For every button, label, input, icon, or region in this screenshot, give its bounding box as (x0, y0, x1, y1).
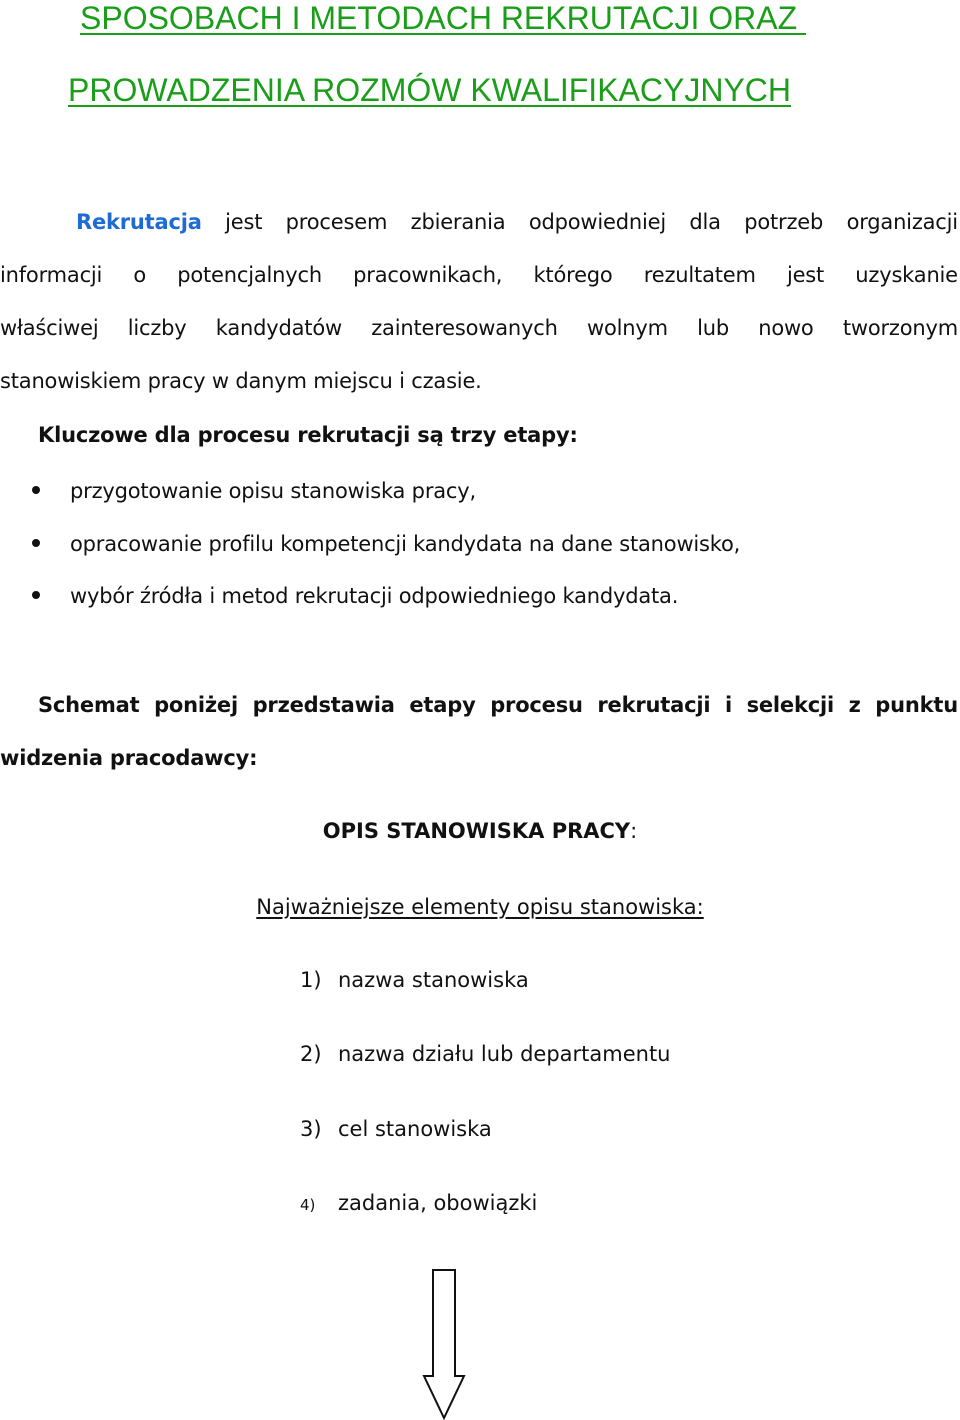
job-description-subheading: Najważniejsze elementy opisu stanowiska: (256, 895, 704, 919)
intro-word: o (133, 263, 147, 287)
schema-word: procesu (490, 693, 583, 717)
intro-word: kandydatów (215, 316, 342, 340)
schema-word: poniżej (154, 693, 238, 717)
item-text: zadania, obowiązki (338, 1191, 538, 1215)
intro-word: rezultatem (643, 263, 756, 287)
intro-word: informacji (0, 263, 103, 287)
intro-word: jest (225, 210, 263, 234)
intro-word: organizacji (846, 210, 958, 234)
schema-word: etapy (409, 693, 476, 717)
bullet-icon (32, 591, 40, 599)
item-number: 1) (300, 968, 322, 992)
schema-word: selekcji (746, 693, 834, 717)
intro-line-1 (76, 210, 958, 234)
down-arrow-icon (422, 1268, 466, 1420)
intro-word: potrzeb (744, 210, 824, 234)
list-item (32, 479, 476, 503)
intro-word: lub (697, 316, 729, 340)
list-item (300, 1042, 671, 1066)
intro-word: uzyskanie (855, 263, 958, 287)
item-number: 2) (300, 1042, 322, 1066)
document-title-line-1: SPOSOBACH I METODACH REKRUTACJI ORAZ (80, 0, 807, 36)
bullet-icon (32, 539, 40, 547)
intro-word: odpowiedniej (528, 210, 666, 234)
item-text: nazwa stanowiska (338, 968, 529, 992)
intro-word: procesem (285, 210, 388, 234)
item-text: nazwa działu lub departamentu (338, 1042, 671, 1066)
intro-word: dla (689, 210, 721, 234)
list-item (300, 968, 529, 992)
list-item (300, 1191, 537, 1215)
stage-text: opracowanie profilu kompetencji kandydata na dane stanowisko, (70, 532, 741, 556)
document-title-line-2: PROWADZENIA ROZMÓW KWALIFIKACYJNYCH (68, 72, 791, 108)
intro-line-2 (0, 263, 958, 287)
list-item (32, 532, 740, 556)
intro-word: tworzonym (842, 316, 958, 340)
schema-word: Schemat (38, 693, 140, 717)
intro-word: którego (533, 263, 613, 287)
stage-text: wybór źródła i metod rekrutacji odpowiedniego kandydata. (70, 584, 679, 608)
schema-word: z (848, 693, 861, 717)
intro-word: zbierania (410, 210, 506, 234)
schema-word: rekrutacji (597, 693, 711, 717)
bullet-icon (32, 486, 40, 494)
schema-line-2: widzenia pracodawcy: (0, 746, 258, 770)
intro-word: pracownikach, (353, 263, 503, 287)
item-number: 3) (300, 1117, 322, 1141)
list-item (300, 1117, 492, 1141)
intro-word: nowo (758, 316, 814, 340)
recruitment-term: Rekrutacja (76, 210, 202, 234)
job-description-heading (0, 819, 960, 843)
intro-line-4: stanowiskiem pracy w danym miejscu i czasie. (0, 369, 482, 393)
list-item (32, 584, 678, 608)
intro-word: liczby (127, 316, 187, 340)
item-number: 4) (300, 1196, 316, 1214)
intro-word: potencjalnych (177, 263, 322, 287)
intro-line-3 (0, 316, 958, 340)
intro-word: zainteresowanych (371, 316, 558, 340)
intro-word: wolnym (586, 316, 668, 340)
heading-text: OPIS STANOWISKA PRACY (322, 819, 631, 843)
intro-word: jest (786, 263, 825, 287)
schema-word: przedstawia (252, 693, 395, 717)
heading-colon: : (630, 819, 638, 843)
intro-word: właściwej (0, 316, 99, 340)
item-text: cel stanowiska (338, 1117, 492, 1141)
schema-word: i (724, 693, 732, 717)
schema-line-1 (38, 693, 958, 717)
stage-text: przygotowanie opisu stanowiska pracy, (70, 479, 476, 503)
stages-heading: Kluczowe dla procesu rekrutacji są trzy etapy: (38, 423, 578, 447)
schema-word: punktu (875, 693, 958, 717)
